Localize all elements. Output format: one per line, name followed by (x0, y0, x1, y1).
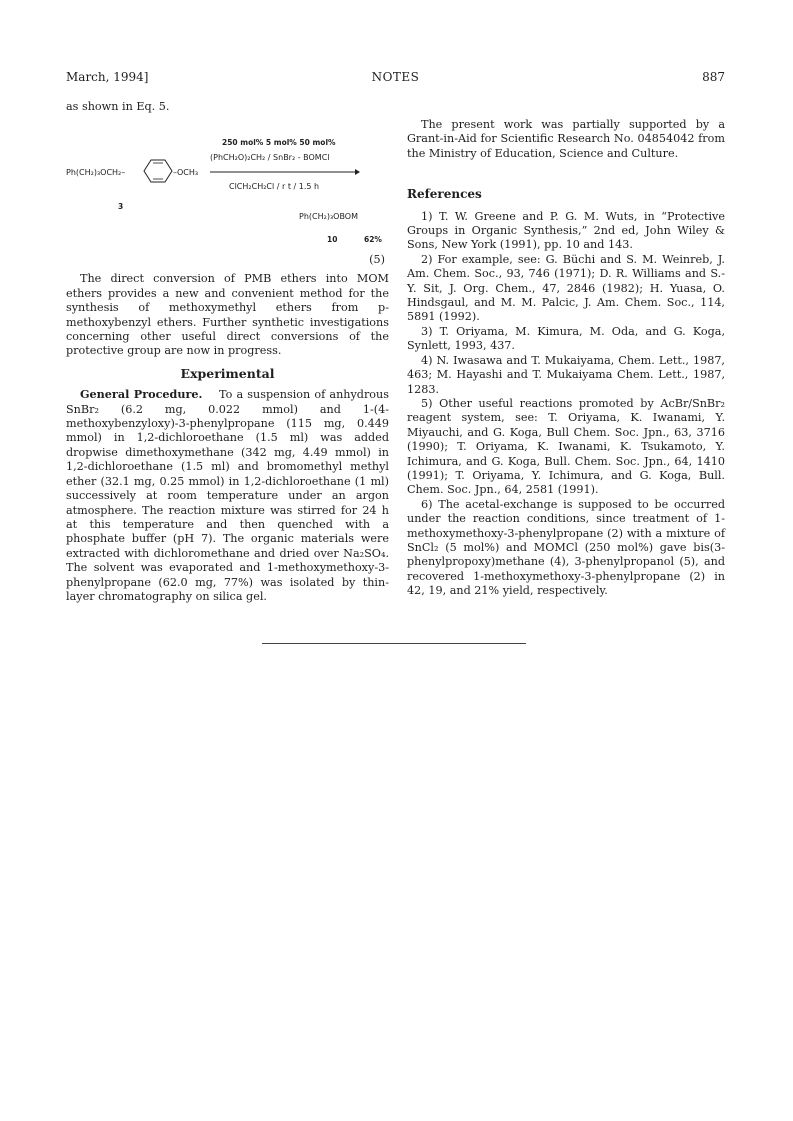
product: Ph(CH₂)₃OBOM (299, 212, 358, 222)
right-column (407, 118, 725, 599)
references-heading: References (407, 187, 482, 202)
reference-item: 2) For example, see: G. Büchi and S. M. Weinreb, J. Am. Chem. Soc., 93, 746 (1971); D. R. Williams and S.-Y. Sit, J. Org. Chem., 47, 2846 (1982); H. Yuasa, O. Hindsgaul, and M. M. Palcic, J. Am. Chem. Soc., 114, 5891 (1992). (407, 252, 725, 324)
reagent-amounts: 250 mol% 5 mol% 50 mol% (222, 138, 336, 148)
left-column (66, 100, 389, 604)
reaction-scheme (66, 120, 389, 270)
reference-item: 4) N. Iwasawa and T. Mukaiyama, Chem. Lett., 1987, 463; M. Hayashi and T. Mukaiyama Chem. Lett., 1987, 1283. (407, 353, 725, 396)
product-number: 10 (327, 235, 338, 245)
benzene-ring-icon (143, 158, 173, 184)
product-yield: 62% (364, 235, 382, 245)
header-date: March, 1994] (66, 70, 149, 84)
start-material-right: –OCH₃ (173, 168, 199, 178)
intro-line: as shown in Eq. 5. (66, 100, 170, 113)
conclusion-paragraph: The direct conversion of PMB ethers into MOM ethers provides a new and convenient method for the synthesis of methoxymethyl ethers from p-methoxybenzyl ethers. Further synthetic investigations concerning other useful direct conversions of the protective group are now in progress. (66, 272, 389, 358)
general-procedure-paragraph (66, 387, 389, 604)
general-procedure-label: General Procedure. (80, 387, 203, 402)
equation-number: (5) (369, 253, 385, 267)
references-list (407, 210, 725, 599)
general-procedure-text: To a suspension of anhydrous SnBr₂ (6.2 mg, 0.022 mmol) and 1-(4-methoxybenzyloxy)-3-phenylpropane (115 mg, 0.449 mmol) in 1,2-dichloroethane (1.5 ml) was added dropwise dimethoxymethane (342 mg, 4.49 mmol) in 1,2-dichloroethane (1.5 ml) and bromomethyl methyl ether (32.1 mg, 0.25 mmol) in 1,2-dichloroethane (1 ml) successively at room temperature under an argon atmosphere. The reaction mixture was stirred for 24 h at this temperature and then quenched with a phosphate buffer (pH 7). The organic materials were extracted with dichloromethane and dried over Na₂SO₄. The solvent was evaporated and 1-methoxymethoxy-3-phenylpropane (62.0 mg, 77%) was isolated by thin-layer chromatography on silica gel. (66, 388, 389, 603)
page-header (66, 70, 725, 86)
reaction-arrow-icon (210, 168, 360, 176)
reference-item: 5) Other useful reactions promoted by AcBr/SnBr₂ reagent system, see: T. Oriyama, K. Iwanami, Y. Miyauchi, and G. Koga, Bull Chem. Soc. Jpn., 63, 3716 (1990); T. Oriyama, K. Iwanami, K. Tsukamoto, Y. Ichimura, and G. Koga, Bull. Chem. Soc. Jpn., 64, 1410 (1991); T. Oriyama, Y. Ichimura, and G. Koga, Bull. Chem. Soc. Jpn., 64, 2581 (1991). (407, 396, 725, 497)
page-number: 887 (702, 70, 725, 84)
compound-3-label: 3 (118, 202, 124, 212)
reagents: (PhCH₂O)₂CH₂ / SnBr₂ - BOMCl (210, 153, 330, 163)
reference-item: 3) T. Oriyama, M. Kimura, M. Oda, and G. Koga, Synlett, 1993, 437. (407, 324, 725, 353)
start-material-left: Ph(CH₂)₃OCH₂– (66, 168, 126, 178)
reference-item: 1) T. W. Greene and P. G. M. Wuts, in “Protective Groups in Organic Synthesis,” 2nd ed, John Wiley & Sons, New York (1991), pp. 10 and 143. (407, 209, 725, 252)
reference-item: 6) The acetal-exchange is supposed to be occurred under the reaction conditions, since treatment of 1-methoxymethoxy-3-phenylpropane (2) with a mixture of SnCl₂ (5 mol%) and MOMCl (250 mol%) gave bis(3-phenylpropoxy)methane (4), 3-phenylpropanol (5), and recovered 1-methoxymethoxy-3-phenylpropane (2) in 42, 19, and 21% yield, respectively. (407, 497, 725, 598)
experimental-heading: Experimental (180, 365, 275, 381)
end-rule (262, 643, 526, 644)
acknowledgment: The present work was partially supported by a Grant-in-Aid for Scientific Research No. 04854042 from the Ministry of Education, Science and Culture. (407, 118, 725, 160)
conditions: ClCH₂CH₂Cl / r t / 1.5 h (229, 182, 320, 192)
header-section: NOTES (371, 70, 420, 84)
